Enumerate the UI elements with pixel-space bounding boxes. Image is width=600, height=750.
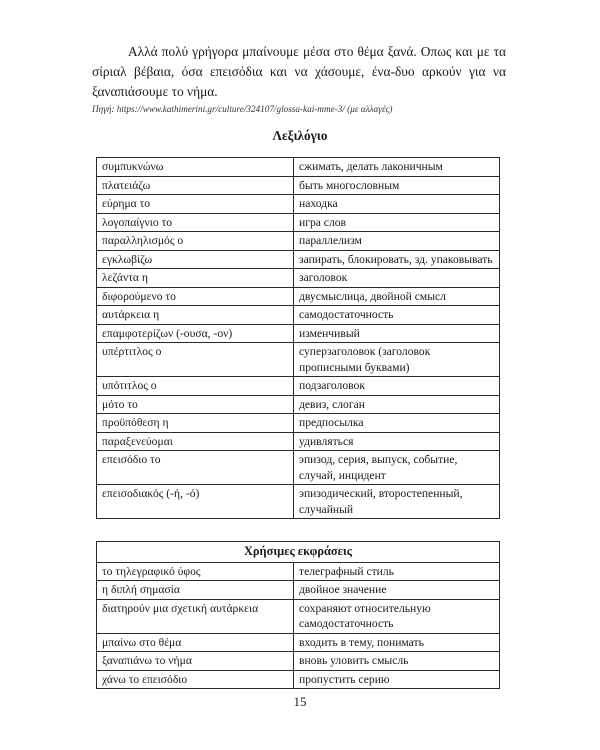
vocab-russian-translation: заголовок [294, 269, 500, 288]
vocab-row [97, 195, 500, 214]
phrase-greek-term: το τηλεγραφικό ύφος [97, 562, 294, 581]
vocab-greek-term: μότο το [97, 395, 294, 414]
phrase-russian-translation: вновь уловить смысль [294, 652, 500, 671]
vocab-row [97, 250, 500, 269]
intro-paragraph: Αλλά πολύ γρήγορα μπαίνουμε μέσα στο θέμα ξανά. Οπως και με τα σίριαλ βέβαια, όσα επεισόδια και να χάσουμε, ένα-δυο αρκούν για να ξαναπιάσουμε το νήμα. [92, 44, 506, 99]
vocab-row [97, 395, 500, 414]
vocab-greek-term: προϋπόθεση η [97, 414, 294, 433]
vocab-greek-term: λεζάντα η [97, 269, 294, 288]
phrase-greek-term: διατηρούν μια σχετική αυτάρκεια [97, 599, 294, 633]
phrase-row [97, 652, 500, 671]
phrase-greek-term: μπαίνω στο θέμα [97, 633, 294, 652]
page-number: 15 [293, 694, 307, 709]
vocab-row [97, 269, 500, 288]
phrase-row [97, 581, 500, 600]
phrase-greek-term: χάνω το επεισόδιο [97, 670, 294, 689]
phrase-greek-term: ξαναπιάνω το νήμα [97, 652, 294, 671]
vocab-row [97, 158, 500, 177]
vocab-greek-term: διφορούμενο το [97, 287, 294, 306]
vocab-russian-translation: подзаголовок [294, 377, 500, 396]
vocab-greek-term: επεισόδιο το [97, 451, 294, 485]
vocab-row [97, 287, 500, 306]
phrases-title: Χρήσιμες εκφράσεις [97, 542, 500, 563]
vocab-row [97, 485, 500, 519]
source-citation: Πηγή: https://www.kathimerini.gr/culture/324107/glossa-kai-mme-3/ (με αλλαγές) [92, 104, 393, 114]
vocab-russian-translation: эпизодический, второстепенный, случайный [294, 485, 500, 519]
vocab-greek-term: υπότιτλος ο [97, 377, 294, 396]
phrase-russian-translation: пропустить серию [294, 670, 500, 689]
vocab-greek-term: επεισοδιακός (-ή, -ό) [97, 485, 294, 519]
vocab-greek-term: αυτάρκεια η [97, 306, 294, 325]
vocab-row [97, 232, 500, 251]
phrase-row [97, 633, 500, 652]
phrase-russian-translation: входить в тему, понимать [294, 633, 500, 652]
vocab-row [97, 414, 500, 433]
vocab-row [97, 432, 500, 451]
vocab-russian-translation: быть многословным [294, 176, 500, 195]
vocab-russian-translation: самодостаточность [294, 306, 500, 325]
vocab-russian-translation: параллелизм [294, 232, 500, 251]
vocab-greek-term: παραλληλισμός ο [97, 232, 294, 251]
phrase-russian-translation: двойное значение [294, 581, 500, 600]
vocabulary-table-body [97, 158, 500, 519]
vocab-russian-translation: удивляться [294, 432, 500, 451]
vocab-greek-term: παραξενεύομαι [97, 432, 294, 451]
vocab-greek-term: υπέρτιτλος ο [97, 343, 294, 377]
vocab-row [97, 343, 500, 377]
vocab-greek-term: λογοπαίγνιο το [97, 213, 294, 232]
vocab-russian-translation: суперзаголовок (заголовок прописными буквами) [294, 343, 500, 377]
vocab-russian-translation: изменчивый [294, 324, 500, 343]
vocab-russian-translation: находка [294, 195, 500, 214]
vocab-russian-translation: девиз, слоган [294, 395, 500, 414]
vocab-row [97, 324, 500, 343]
phrase-row [97, 670, 500, 689]
phrases-header-row [97, 542, 500, 563]
vocab-russian-translation: эпизод, серия, выпуск, событие, случай, инцидент [294, 451, 500, 485]
vocab-russian-translation: предпосылка [294, 414, 500, 433]
vocab-row [97, 377, 500, 396]
phrases-table-body [97, 562, 500, 689]
vocab-russian-translation: сжимать, делать лаконичным [294, 158, 500, 177]
vocab-greek-term: πλατειάζω [97, 176, 294, 195]
vocab-row [97, 176, 500, 195]
phrase-row [97, 599, 500, 633]
phrase-russian-translation: сохраняют относительную самодостаточность [294, 599, 500, 633]
vocabulary-title: Λεξιλόγιο [272, 128, 328, 143]
phrase-russian-translation: телеграфный стиль [294, 562, 500, 581]
vocab-row [97, 451, 500, 485]
vocab-row [97, 306, 500, 325]
vocab-greek-term: εγκλωβίζω [97, 250, 294, 269]
phrase-greek-term: η διπλή σημασία [97, 581, 294, 600]
vocab-russian-translation: двусмыслица, двойной смысл [294, 287, 500, 306]
vocab-greek-term: εύρημα το [97, 195, 294, 214]
phrase-row [97, 562, 500, 581]
vocab-row [97, 213, 500, 232]
vocab-greek-term: επαμφοτερίζων (-ουσα, -ον) [97, 324, 294, 343]
vocabulary-table [96, 157, 500, 519]
vocab-greek-term: συμπυκνώνω [97, 158, 294, 177]
phrases-table [96, 541, 500, 689]
vocab-russian-translation: игра слов [294, 213, 500, 232]
vocab-russian-translation: запирать, блокировать, зд. упаковывать [294, 250, 500, 269]
